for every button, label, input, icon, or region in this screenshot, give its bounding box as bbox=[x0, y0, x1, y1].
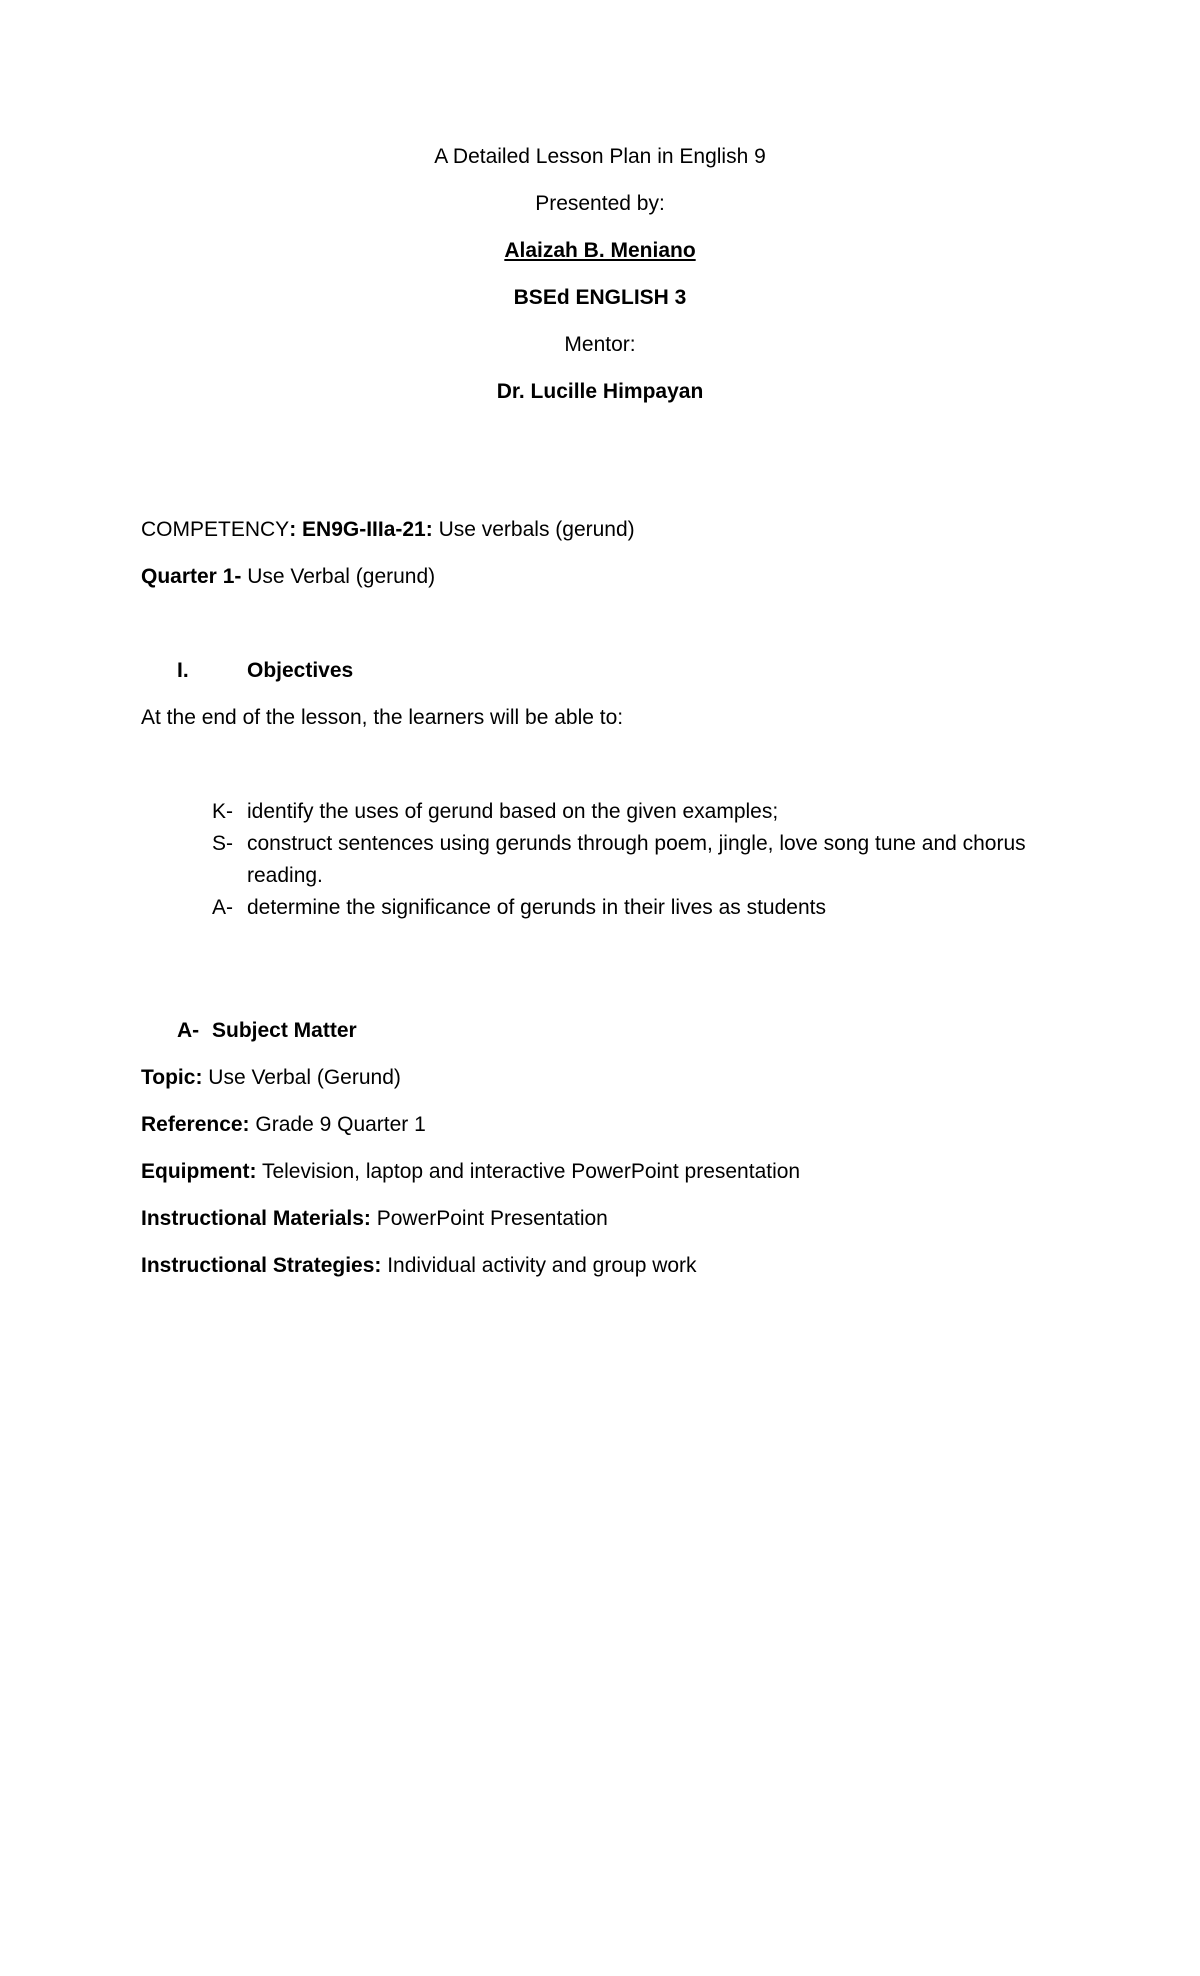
objective-marker: S- bbox=[212, 832, 233, 855]
field-row-instructional-strategies bbox=[141, 1252, 697, 1280]
competency-label: COMPETENCY bbox=[141, 518, 290, 541]
field-row-equipment bbox=[141, 1158, 800, 1186]
field-label: Instructional Strategies: bbox=[141, 1254, 382, 1277]
subject-matter-heading: Subject Matter bbox=[212, 1019, 357, 1042]
field-row-instructional-materials bbox=[141, 1205, 608, 1233]
field-value: Television, laptop and interactive PowerPoint presentation bbox=[256, 1160, 801, 1183]
mentor-name: Dr. Lucille Himpayan bbox=[496, 380, 704, 403]
field-label: Topic: bbox=[141, 1066, 203, 1089]
competency-text: Use verbals (gerund) bbox=[432, 518, 635, 541]
objective-text: construct sentences using gerunds through poem, jingle, love song tune and chorus reading. bbox=[247, 832, 1026, 887]
objectives-heading: Objectives bbox=[247, 659, 354, 682]
course-label: BSEd ENGLISH 3 bbox=[513, 286, 687, 309]
mentor-label: Mentor: bbox=[564, 333, 636, 356]
objective-marker: A- bbox=[212, 896, 233, 919]
objectives-numeral: I. bbox=[177, 659, 189, 682]
document-title: A Detailed Lesson Plan in English 9 bbox=[434, 145, 766, 168]
objectives-intro: At the end of the lesson, the learners will be able to: bbox=[141, 706, 624, 729]
quarter-line bbox=[141, 563, 435, 591]
objective-text: identify the uses of gerund based on the given examples; bbox=[247, 800, 779, 823]
field-value: PowerPoint Presentation bbox=[370, 1207, 608, 1230]
quarter-label: Quarter 1- bbox=[141, 565, 242, 588]
quarter-text: Use Verbal (gerund) bbox=[241, 565, 436, 588]
field-value: Use Verbal (Gerund) bbox=[202, 1066, 401, 1089]
field-label: Equipment: bbox=[141, 1160, 257, 1183]
subject-matter-marker: A- bbox=[177, 1019, 200, 1042]
field-label: Instructional Materials: bbox=[141, 1207, 371, 1230]
field-value: Individual activity and group work bbox=[381, 1254, 697, 1277]
presenter-name: Alaizah B. Meniano bbox=[504, 239, 696, 262]
field-row-topic bbox=[141, 1064, 401, 1092]
presented-by-label: Presented by: bbox=[535, 192, 665, 215]
competency-code: : EN9G-IIIa-21: bbox=[289, 518, 433, 541]
field-value: Grade 9 Quarter 1 bbox=[249, 1113, 426, 1136]
field-row-reference bbox=[141, 1111, 426, 1139]
objective-text: determine the significance of gerunds in their lives as students bbox=[247, 896, 826, 919]
field-label: Reference: bbox=[141, 1113, 250, 1136]
objective-marker: K- bbox=[212, 800, 233, 823]
competency-line bbox=[141, 516, 635, 544]
